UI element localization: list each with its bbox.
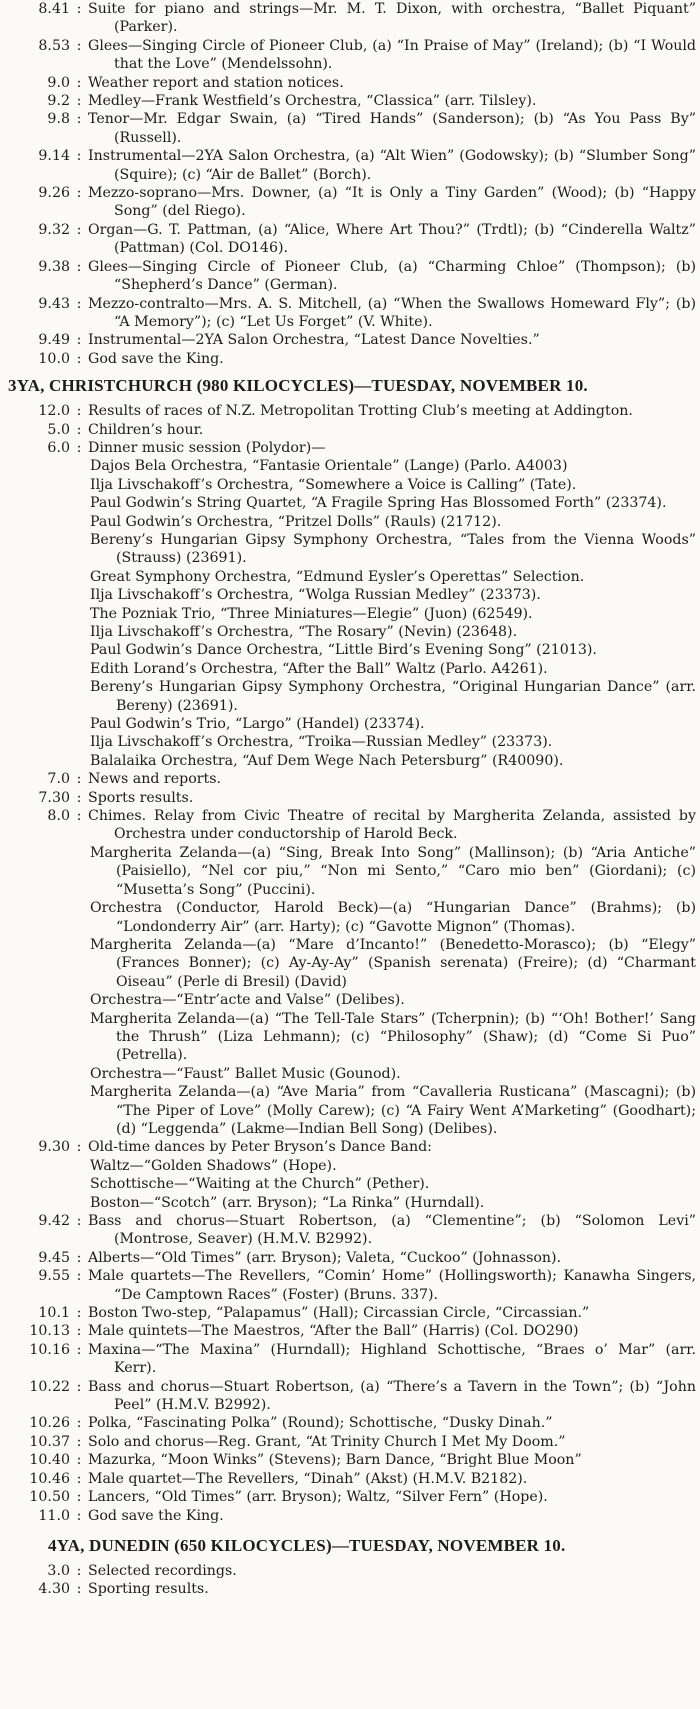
entry-text: Male quartet—The Revellers, “Dinah” (Akst) (H.M.V. B2182). <box>88 1470 528 1487</box>
programme-entry-dinner <box>8 439 696 457</box>
dinner-item <box>10 660 696 678</box>
dance-item <box>10 1194 696 1212</box>
entry-text: Tenor—Mr. Edgar Swain, (a) “Tired Hands” (Sanderson); (b) “As You Pass By” (Russell). <box>88 111 696 146</box>
entry-time: 10.40 <box>29 1452 70 1469</box>
programme-entry <box>8 1212 696 1249</box>
entry-time: 9.43 <box>38 295 70 312</box>
dance-item-text: Boston—“Scotch” (arr. Bryson); “La Rinka” (Hurndall). <box>90 1194 485 1211</box>
entry-text: Sports results. <box>88 789 194 806</box>
entry-text: Mezzo-soprano—Mrs. Downer, (a) “It is Only a Tiny Garden” (Wood); (b) “Happy Song” (del Riego). <box>88 185 696 220</box>
recital-item-text: Orchestra (Conductor, Harold Beck)—(a) “Hungarian Dance” (Brahms); (b) “Londonderry Air” (arr. Harty); (c) “Gavotte Mignon” (Thomas). <box>90 900 696 935</box>
entry-text: God save the King. <box>88 1507 224 1524</box>
entry-time: 10.13 <box>29 1323 70 1340</box>
entry-text: Male quintets—The Maestros, “After the Ball” (Harris) (Col. DO290) <box>88 1323 579 1340</box>
entry-colon: : <box>76 1489 82 1506</box>
entry-text <box>88 807 696 844</box>
entry-colon: : <box>76 1139 82 1156</box>
programme-group-late <box>8 1212 696 1525</box>
entry-time: 10.22 <box>29 1378 70 1395</box>
entry-colon: : <box>76 37 82 54</box>
programme-entry <box>8 1470 696 1488</box>
entry-text: News and reports. <box>88 771 222 788</box>
entry-time: 6.0 <box>47 439 70 456</box>
entry-time: 10.26 <box>29 1415 70 1432</box>
entry-text: Mazurka, “Moon Winks” (Stevens); Barn Dance, “Bright Blue Moon” <box>88 1452 582 1469</box>
entry-text: Alberts—“Old Times” (arr. Bryson); Valeta, “Cuckoo” (Johnasson). <box>88 1249 562 1266</box>
programme-entry <box>8 1304 696 1322</box>
entry-colon: : <box>76 1452 82 1469</box>
entry-time: 11.0 <box>38 1507 70 1524</box>
dinner-item <box>10 715 696 733</box>
station-heading-4ya: 4YA, DUNEDIN (650 KILOCYCLES)—TUESDAY, NOVEMBER 10. <box>48 1535 566 1555</box>
entry-text <box>88 1138 696 1156</box>
entry-colon: : <box>76 93 82 110</box>
entry-colon: : <box>76 1562 82 1579</box>
entry-time: 9.55 <box>38 1268 70 1285</box>
entry-time: 8.0 <box>47 808 70 825</box>
programme-entry <box>8 147 696 184</box>
entry-colon: : <box>76 1341 82 1358</box>
entry-time: 9.2 <box>47 93 70 110</box>
entry-text: Bass and chorus—Stuart Robertson, (a) “Clementine”; (b) “Solomon Levi” (Montrose, Seaver) (H.M.V. B2992). <box>88 1213 696 1248</box>
dinner-item-text: Bereny’s Hungarian Gipsy Symphony Orchestra, “Original Hungarian Dance” (arr. Bereny) (23691). <box>90 679 696 714</box>
entry-time: 10.50 <box>29 1489 70 1506</box>
recital-item <box>10 1010 696 1065</box>
dinner-item <box>10 605 696 623</box>
dinner-item-text: Paul Godwin’s String Quartet, “A Fragile Spring Has Blossomed Forth” (23374). <box>90 495 667 512</box>
entry-colon: : <box>76 185 82 202</box>
dance-item-text: Schottische—“Waiting at the Church” (Pether). <box>90 1176 430 1193</box>
recital-item-text: Margherita Zelanda—(a) “Mare d’Incanto!” (Benedetto-Morasco); (b) “Elegy” (Frances Bonner); (c) Ay-Ay-Ay” (Spanish serenata) (Freire); (d) “Charmant Oiseau” (Perle di Bresil) (David) <box>90 936 696 990</box>
recital-item-text: Orchestra—“Entr’acte and Valse” (Delibes). <box>90 992 405 1009</box>
entry-text: Male quartets—The Revellers, “Comin’ Home” (Hollingsworth); Kanawha Singers, “De Camptown Races” (Foster) (Bruns. 337). <box>88 1268 696 1303</box>
dinner-item-text: Edith Lorand’s Orchestra, “After the Ball” Waltz (Parlo. A4261). <box>90 660 548 677</box>
programme-entry <box>8 110 696 147</box>
entry-text: Suite for piano and strings—Mr. M. T. Dixon, with orchestra, “Ballet Piquant” (Parker). <box>88 1 696 36</box>
programme-entry <box>8 1341 696 1378</box>
entry-text: Polka, “Fascinating Polka” (Round); Schottische, “Dusky Dinah.” <box>88 1415 553 1432</box>
programme-entry <box>8 1562 696 1580</box>
dance-item <box>10 1175 696 1193</box>
programme-entry <box>8 92 696 110</box>
entry-colon: : <box>76 1581 82 1598</box>
entry-time: 9.14 <box>38 148 70 165</box>
programme-entry <box>8 350 696 368</box>
entry-colon: : <box>76 1268 82 1285</box>
dinner-item <box>10 568 696 586</box>
dinner-item <box>10 531 696 568</box>
entry-colon: : <box>76 439 82 456</box>
recital-item <box>10 844 696 899</box>
dinner-item <box>10 494 696 512</box>
entry-colon: : <box>76 1249 82 1266</box>
dinner-item-text: Paul Godwin’s Orchestra, “Pritzel Dolls” (Rauls) (21712). <box>90 513 502 530</box>
dinner-item <box>10 678 696 715</box>
entry-colon: : <box>76 111 82 128</box>
programme-list-3ya <box>0 402 700 1525</box>
entry-time: 9.26 <box>38 185 70 202</box>
entry-text <box>88 439 696 457</box>
entry-time: 9.0 <box>47 74 70 91</box>
entry-text: Organ—G. T. Pattman, (a) “Alice, Where Art Thou?” (Trdtl); (b) “Cinderella Waltz” (Pattman) (Col. DO146). <box>88 221 696 257</box>
dinner-item-text: Paul Godwin’s Dance Orchestra, “Little Bird’s Evening Song” (21013). <box>90 642 597 659</box>
programme-entry <box>8 789 696 807</box>
entry-time: 9.32 <box>38 221 70 238</box>
entry-time: 7.30 <box>38 789 70 806</box>
programme-entry-chimes <box>8 807 696 844</box>
entry-text: Maxina—“The Maxina” (Hurndall); Highland Schottische, “Braes o’ Mar” (arr. Kerr). <box>88 1341 696 1377</box>
entry-text: Children’s hour. <box>88 421 204 438</box>
recital-item-text: Margherita Zelanda—(a) “Sing, Break Into Song” (Mallinson); (b) “Aria Antiche” (Paisiello), “Nel cor piu,” “Non mi Sento,” “Caro mio ben” (Giordani); (c) “Musetta’s Song” (Puccini). <box>90 844 696 898</box>
entry-time: 4.30 <box>38 1581 70 1598</box>
dance-item <box>10 1157 696 1175</box>
programme-group-afternoon <box>8 402 696 439</box>
programme-list-2ya-continued <box>0 0 700 368</box>
recital-item <box>10 899 696 936</box>
programme-entry <box>8 1433 696 1451</box>
entry-colon: : <box>76 332 82 349</box>
programme-entry <box>8 1378 696 1415</box>
entry-text: Weather report and station notices. <box>88 74 344 91</box>
entry-text: Results of races of N.Z. Metropolitan Trotting Club’s meeting at Addington. <box>88 403 633 420</box>
entry-colon: : <box>76 74 82 91</box>
entry-colon: : <box>76 295 82 312</box>
dinner-item-text: Paul Godwin’s Trio, “Largo” (Handel) (23374). <box>90 716 425 733</box>
dinner-item-text: Great Symphony Orchestra, “Edmund Eysler’s Operettas” Selection. <box>90 568 585 585</box>
entry-text: Bass and chorus—Stuart Robertson, (a) “There’s a Tavern in the Town”; (b) “John Peel” (H.M.V. B2992). <box>88 1378 696 1414</box>
dinner-item <box>10 623 696 641</box>
programme-entry <box>8 1580 696 1598</box>
entry-text: Sporting results. <box>88 1581 209 1598</box>
entry-text: Mezzo-contralto—Mrs. A. S. Mitchell, (a) “When the Swallows Homeward Fly”; (b) “A Memory”); (c) “Let Us Forget” (V. White). <box>88 295 696 330</box>
entry-time: 12.0 <box>38 403 70 420</box>
entry-time: 7.0 <box>47 771 70 788</box>
programme-entry <box>8 184 696 221</box>
dinner-item <box>10 457 696 475</box>
entry-text: Glees—Singing Circle of Pioneer Club, (a) “Charming Chloe” (Thompson); (b) “Shepherd’s Dance” (German). <box>88 258 696 294</box>
entry-colon: : <box>76 350 82 367</box>
entry-text: God save the King. <box>88 350 224 367</box>
dinner-item-list <box>8 457 696 770</box>
dinner-item-text: Ilja Livschakoff’s Orchestra, “Troika—Russian Medley” (23373). <box>90 734 553 751</box>
recital-item-text: Orchestra—“Faust” Ballet Music (Gounod). <box>90 1065 401 1082</box>
programme-entry <box>8 1267 696 1304</box>
programme-group-evening <box>8 770 696 807</box>
recital-item <box>10 936 696 991</box>
programme-entry <box>8 74 696 92</box>
programme-entry <box>8 1451 696 1469</box>
dances-lead: Old-time dances by Peter Bryson’s Dance Band: <box>88 1139 432 1156</box>
entry-colon: : <box>76 1 82 17</box>
entry-time: 9.49 <box>38 332 70 349</box>
entry-colon: : <box>76 1378 82 1395</box>
entry-colon: : <box>76 221 82 238</box>
entry-time: 9.45 <box>38 1249 70 1266</box>
dinner-item-text: Bereny’s Hungarian Gipsy Symphony Orchestra, “Tales from the Vienna Woods” (Strauss) (23691). <box>90 531 696 567</box>
recital-item-text: Margherita Zelanda—(a) “Ave Maria” from “Cavalleria Rusticana” (Mascagni); (b) “The Piper of Love” (Molly Carew); (c) “A Fairy Went A’Marketing” (Goodhart); (d) “Leggenda” (Lakme—Indian Bell Song) (Delibes). <box>90 1084 696 1137</box>
entry-text: Solo and chorus—Reg. Grant, “At Trinity Church I Met My Doom.” <box>88 1433 566 1450</box>
station-heading-3ya: 3YA, CHRISTCHURCH (980 KILOCYCLES)—TUESDAY, NOVEMBER 10. <box>8 376 588 396</box>
programme-entry <box>8 421 696 439</box>
programme-entry <box>8 258 696 295</box>
recital-item <box>10 1083 696 1138</box>
entry-colon: : <box>76 1433 82 1450</box>
programme-entry <box>8 221 696 258</box>
programme-entry <box>8 0 696 37</box>
entry-colon: : <box>76 1507 82 1524</box>
entry-time: 10.0 <box>38 350 70 367</box>
entry-colon: : <box>76 1415 82 1432</box>
entry-text: Instrumental—2YA Salon Orchestra, “Latest Dance Novelties.” <box>88 332 540 349</box>
entry-colon: : <box>76 808 82 825</box>
dinner-item <box>10 476 696 494</box>
entry-colon: : <box>76 1470 82 1487</box>
entry-colon: : <box>76 258 82 275</box>
entry-time: 10.37 <box>29 1433 70 1450</box>
programme-entry <box>8 331 696 349</box>
entry-time: 10.16 <box>29 1341 70 1358</box>
dinner-item-text: Ilja Livschakoff’s Orchestra, “Wolga Russian Medley” (23373). <box>90 587 541 604</box>
dinner-item <box>10 733 696 751</box>
entry-colon: : <box>76 403 82 420</box>
entry-colon: : <box>76 1323 82 1340</box>
programme-entry <box>8 770 696 788</box>
entry-colon: : <box>76 1213 82 1229</box>
entry-text: Instrumental—2YA Salon Orchestra, (a) “Alt Wien” (Godowsky); (b) “Slumber Song” (Squire); (c) “Air de Ballet” (Borch). <box>88 148 696 183</box>
programme-entry <box>8 295 696 332</box>
entry-text: Selected recordings. <box>88 1562 237 1579</box>
programme-entry <box>8 37 696 74</box>
entry-text: Boston Two-step, “Palapamus” (Hall); Circassian Circle, “Circassian.” <box>88 1305 590 1322</box>
recital-item <box>10 991 696 1009</box>
programme-entry <box>8 1414 696 1432</box>
recital-item <box>10 1065 696 1083</box>
dinner-item <box>10 513 696 531</box>
dance-item-text: Waltz—“Golden Shadows” (Hope). <box>90 1157 337 1174</box>
entry-time: 5.0 <box>47 421 70 438</box>
dinner-item <box>10 641 696 659</box>
entry-colon: : <box>76 421 82 438</box>
dinner-item-text: Balalaika Orchestra, “Auf Dem Wege Nach Petersburg” (R40090). <box>90 752 564 769</box>
programme-entry-dances <box>8 1138 696 1156</box>
entry-time: 9.42 <box>38 1213 70 1229</box>
entry-time: 8.41 <box>38 1 70 17</box>
entry-time: 8.53 <box>38 37 70 54</box>
dinner-item-text: Ilja Livschakoff’s Orchestra, “Somewhere a Voice is Calling” (Tate). <box>90 476 577 493</box>
programme-entry <box>8 1488 696 1506</box>
programme-list-4ya <box>0 1562 700 1599</box>
entry-time: 10.1 <box>38 1305 70 1322</box>
entry-text: Medley—Frank Westfield’s Orchestra, “Classica” (arr. Tilsley). <box>88 93 537 110</box>
programme-entry <box>8 402 696 420</box>
dinner-item <box>10 586 696 604</box>
entry-colon: : <box>76 1305 82 1322</box>
programme-entry <box>8 1322 696 1340</box>
programme-entry <box>8 1507 696 1525</box>
entry-time: 9.38 <box>38 258 70 275</box>
entry-colon: : <box>76 148 82 165</box>
recital-item-text: Margherita Zelanda—(a) “The Tell-Tale Stars” (Tcherpnin); (b) “‘Oh! Bother!’ Sang the Thrush” (Liza Lehmann); (c) “Philosophy” (Shaw); (d) “Come Si Puo” (Petrella). <box>90 1010 696 1064</box>
dinner-item-text: Dajos Bela Orchestra, “Fantasie Orientale” (Lange) (Parlo. A4003) <box>90 458 568 475</box>
dance-item-list <box>8 1157 696 1212</box>
dinner-item <box>10 752 696 770</box>
recital-item-list <box>8 844 696 1139</box>
chimes-lead: Chimes. Relay from Civic Theatre of recital by Margherita Zelanda, assisted by Orchestra under conductorship of Harold Beck. <box>88 808 696 843</box>
entry-text: Glees—Singing Circle of Pioneer Club, (a) “In Praise of May” (Ireland); (b) “I Would that the Love” (Mendelssohn). <box>88 37 696 73</box>
entry-time: 9.30 <box>38 1139 70 1156</box>
dinner-lead: Dinner music session (Polydor)— <box>88 439 326 456</box>
dinner-item-text: Ilja Livschakoff’s Orchestra, “The Rosary” (Nevin) (23648). <box>90 624 518 640</box>
programme-entry <box>8 1249 696 1267</box>
entry-time: 10.46 <box>29 1470 70 1487</box>
entry-time: 9.8 <box>47 111 70 128</box>
entry-colon: : <box>76 789 82 806</box>
entry-colon: : <box>76 771 82 788</box>
entry-time: 3.0 <box>47 1562 70 1579</box>
dinner-item-text: The Pozniak Trio, “Three Miniatures—Elegie” (Juon) (62549). <box>90 605 533 622</box>
entry-text: Lancers, “Old Times” (arr. Bryson); Waltz, “Silver Fern” (Hope). <box>88 1489 548 1506</box>
